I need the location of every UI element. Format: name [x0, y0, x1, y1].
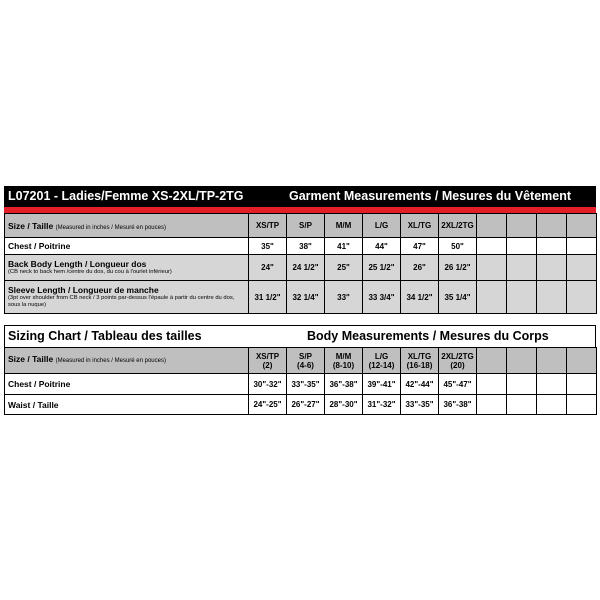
size-note: (Measured in inches / Mesuré en pouces) — [55, 358, 166, 364]
empty-cell — [567, 214, 597, 238]
row-note: (CB neck to back hem /centre du dos, du cou à l'ourlet inférieur) — [8, 269, 172, 275]
value-cell: 42"-44" — [401, 374, 439, 395]
value-cell: 36"-38" — [325, 374, 363, 395]
size-note: (Measured in inches / Mesuré en pouces) — [55, 224, 166, 231]
size-range: (4-6) — [297, 360, 314, 370]
size-header-cell — [401, 348, 439, 374]
value-cell: 35 1/4" — [439, 281, 477, 314]
value-cell: 33"-35" — [287, 374, 325, 395]
empty-cell — [537, 214, 567, 238]
row-label: Chest / Poitrine — [5, 374, 249, 395]
empty-cell — [477, 348, 507, 374]
row-label-cell — [5, 281, 249, 314]
row-note: (3pt over shoulder from CB neck / 3 points par-dessus l'épaule à partir du centre du dos, sous la nuque) — [8, 295, 235, 308]
empty-cell — [567, 281, 597, 314]
empty-cell — [477, 214, 507, 238]
value-cell: 25" — [325, 255, 363, 281]
value-cell: 31 1/2" — [249, 281, 287, 314]
empty-cell — [507, 395, 537, 415]
empty-cell — [507, 348, 537, 374]
value-cell: 24" — [249, 255, 287, 281]
value-cell: 36"-38" — [439, 395, 477, 415]
product-code-title: L07201 - Ladies/Femme XS-2XL/TP-2TG — [8, 189, 244, 203]
value-cell: 33" — [325, 281, 363, 314]
empty-cell — [537, 395, 567, 415]
size-range: (16-18) — [406, 360, 433, 370]
size-label: Size / Taille — [8, 354, 54, 364]
row-label: Waist / Taille — [5, 395, 249, 415]
size-range: (2) — [262, 360, 273, 370]
garment-header-bar — [4, 186, 596, 207]
size-header-cell — [287, 348, 325, 374]
empty-cell — [507, 255, 537, 281]
size-code: L/G — [374, 351, 389, 361]
empty-cell — [507, 238, 537, 255]
value-cell: 35" — [249, 238, 287, 255]
body-section-title: Body Measurements / Mesures du Corps — [307, 329, 549, 343]
garment-row-back-length — [5, 255, 597, 281]
size-code: XL/TG — [407, 351, 432, 361]
empty-cell — [537, 238, 567, 255]
value-cell: 32 1/4" — [287, 281, 325, 314]
value-cell: 33 3/4" — [363, 281, 401, 314]
empty-cell — [507, 214, 537, 238]
size-header-cell: XL/TG — [401, 214, 439, 238]
empty-cell — [567, 374, 597, 395]
row-label: Sleeve Length / Longueur de manche — [8, 285, 159, 295]
value-cell: 34 1/2" — [401, 281, 439, 314]
size-label-cell — [5, 348, 249, 374]
row-label: Back Body Length / Longueur dos — [8, 259, 147, 269]
value-cell: 50" — [439, 238, 477, 255]
value-cell: 26"-27" — [287, 395, 325, 415]
size-range: (8-10) — [332, 360, 355, 370]
empty-cell — [537, 374, 567, 395]
size-code: XS/TP — [255, 351, 280, 361]
row-label-cell — [5, 255, 249, 281]
size-code: M/M — [335, 351, 352, 361]
empty-cell — [567, 238, 597, 255]
empty-cell — [537, 348, 567, 374]
body-row-chest — [5, 374, 597, 395]
value-cell: 31"-32" — [363, 395, 401, 415]
size-header-cell — [439, 348, 477, 374]
row-label: Chest / Poitrine — [5, 238, 249, 255]
garment-row-chest — [5, 238, 597, 255]
garment-section-title: Garment Measurements / Mesures du Vêtement — [289, 189, 572, 203]
value-cell: 28"-30" — [325, 395, 363, 415]
empty-cell — [537, 281, 567, 314]
empty-cell — [537, 255, 567, 281]
size-range: (12-14) — [368, 360, 395, 370]
size-header-cell: 2XL/2TG — [439, 214, 477, 238]
size-label-cell — [5, 214, 249, 238]
empty-cell — [567, 395, 597, 415]
empty-cell — [477, 281, 507, 314]
size-range: (20) — [450, 360, 465, 370]
size-code: S/P — [299, 351, 312, 361]
value-cell: 30"-32" — [249, 374, 287, 395]
empty-cell — [477, 374, 507, 395]
garment-size-header-row — [5, 214, 597, 238]
value-cell: 39"-41" — [363, 374, 401, 395]
value-cell: 26 1/2" — [439, 255, 477, 281]
empty-cell — [477, 395, 507, 415]
value-cell: 25 1/2" — [363, 255, 401, 281]
sizing-chart-title: Sizing Chart / Tableau des tailles — [8, 329, 202, 343]
value-cell: 45"-47" — [439, 374, 477, 395]
size-header-cell: XS/TP — [249, 214, 287, 238]
empty-cell — [567, 255, 597, 281]
value-cell: 33"-35" — [401, 395, 439, 415]
size-header-cell — [363, 348, 401, 374]
empty-cell — [507, 374, 537, 395]
size-header-cell: L/G — [363, 214, 401, 238]
body-size-header-row — [5, 348, 597, 374]
empty-cell — [477, 238, 507, 255]
value-cell: 44" — [363, 238, 401, 255]
size-label: Size / Taille — [8, 220, 54, 231]
garment-measurements-table — [4, 213, 597, 314]
garment-row-sleeve-length — [5, 281, 597, 314]
size-header-cell — [249, 348, 287, 374]
value-cell: 26" — [401, 255, 439, 281]
value-cell: 24 1/2" — [287, 255, 325, 281]
empty-cell — [477, 255, 507, 281]
value-cell: 47" — [401, 238, 439, 255]
empty-cell — [567, 348, 597, 374]
size-header-cell — [325, 348, 363, 374]
body-row-waist — [5, 395, 597, 415]
empty-cell — [507, 281, 537, 314]
size-code: 2XL/2TG — [441, 351, 474, 361]
value-cell: 41" — [325, 238, 363, 255]
size-header-cell: M/M — [325, 214, 363, 238]
body-measurements-table — [4, 347, 597, 415]
size-header-cell: S/P — [287, 214, 325, 238]
body-header-bar — [4, 325, 596, 348]
value-cell: 24"-25" — [249, 395, 287, 415]
value-cell: 38" — [287, 238, 325, 255]
